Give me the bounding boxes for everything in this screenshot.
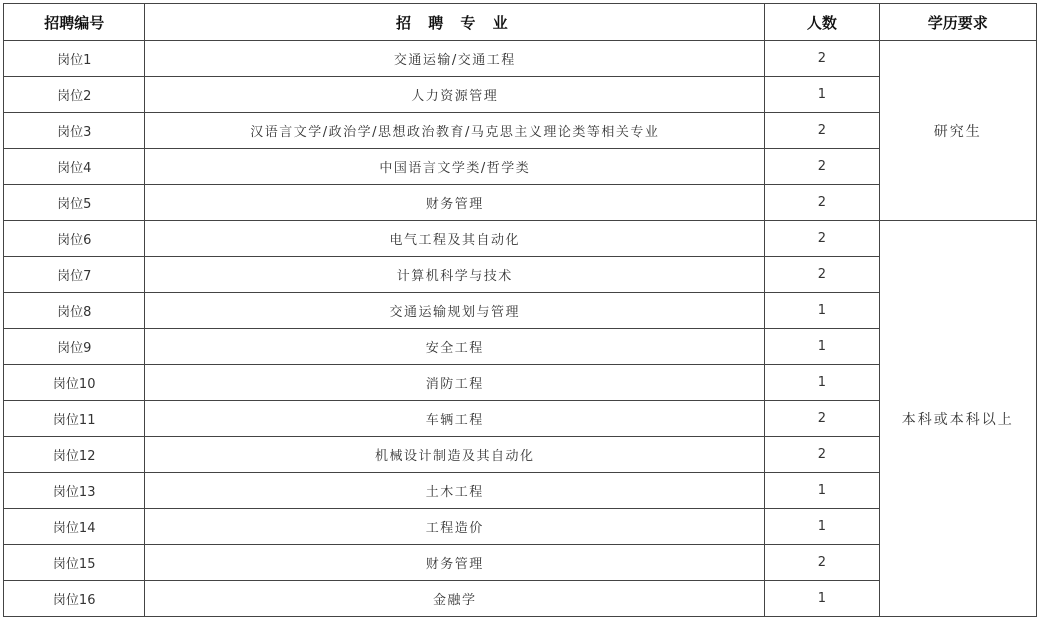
header-row [4,4,1037,41]
cell-major: 汉语言文学/政治学/思想政治教育/马克思主义理论类等相关专业 [145,113,765,149]
cell-id: 岗位12 [4,437,145,473]
cell-count: 2 [765,401,879,437]
cell-count: 1 [765,581,879,617]
cell-count: 1 [765,293,879,329]
cell-id: 岗位9 [4,329,145,365]
cell-count: 2 [765,257,879,293]
cell-count: 2 [765,41,879,77]
cell-id: 岗位1 [4,41,145,77]
cell-id: 岗位14 [4,509,145,545]
table-row [4,41,1037,77]
cell-id: 岗位8 [4,293,145,329]
cell-id: 岗位10 [4,365,145,401]
cell-major: 电气工程及其自动化 [145,221,765,257]
cell-major: 财务管理 [145,545,765,581]
cell-id: 岗位16 [4,581,145,617]
cell-id: 岗位2 [4,77,145,113]
cell-count: 2 [765,221,879,257]
cell-major: 安全工程 [145,329,765,365]
cell-major: 消防工程 [145,365,765,401]
cell-major: 财务管理 [145,185,765,221]
cell-id: 岗位7 [4,257,145,293]
cell-id: 岗位6 [4,221,145,257]
cell-count: 2 [765,185,879,221]
cell-count: 1 [765,329,879,365]
cell-education-undergraduate: 本科或本科以上 [879,221,1036,617]
cell-id: 岗位5 [4,185,145,221]
recruitment-table [3,3,1037,617]
cell-id: 岗位15 [4,545,145,581]
cell-major: 交通运输/交通工程 [145,41,765,77]
cell-id: 岗位4 [4,149,145,185]
cell-count: 1 [765,365,879,401]
cell-count: 1 [765,473,879,509]
header-major: 招 聘 专 业 [145,4,765,41]
cell-major: 机械设计制造及其自动化 [145,437,765,473]
cell-major: 工程造价 [145,509,765,545]
cell-count: 2 [765,149,879,185]
cell-major: 计算机科学与技术 [145,257,765,293]
cell-major: 交通运输规划与管理 [145,293,765,329]
cell-count: 2 [765,545,879,581]
cell-major: 车辆工程 [145,401,765,437]
cell-major: 金融学 [145,581,765,617]
cell-id: 岗位3 [4,113,145,149]
header-count: 人数 [765,4,879,41]
cell-count: 2 [765,113,879,149]
table-row [4,221,1037,257]
cell-count: 1 [765,77,879,113]
cell-id: 岗位13 [4,473,145,509]
cell-id: 岗位11 [4,401,145,437]
header-education: 学历要求 [879,4,1036,41]
header-id: 招聘编号 [4,4,145,41]
cell-count: 2 [765,437,879,473]
cell-major: 人力资源管理 [145,77,765,113]
cell-major: 中国语言文学类/哲学类 [145,149,765,185]
cell-count: 1 [765,509,879,545]
cell-major: 土木工程 [145,473,765,509]
cell-education-graduate: 研究生 [879,41,1036,221]
